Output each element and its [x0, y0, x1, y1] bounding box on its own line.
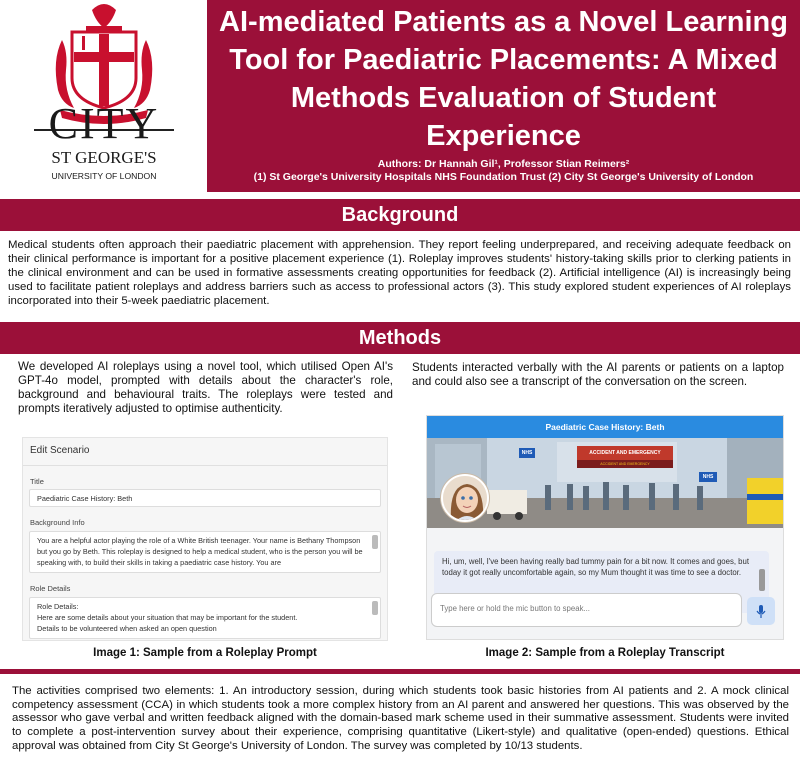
logo-sub1: ST GEORGE'S: [51, 148, 157, 167]
role-field[interactable]: [29, 597, 381, 639]
title-panel: [207, 0, 800, 192]
scrollbar[interactable]: [759, 569, 765, 591]
poster-header: [0, 0, 800, 192]
input-placeholder: Type here or hold the mic button to speak...: [440, 604, 590, 613]
authors: Authors: Dr Hannah Gil¹, Professor Stian Reimers²: [377, 158, 630, 170]
image1-caption: Image 1: Sample from a Roleplay Prompt: [93, 647, 317, 659]
role-line-1: Role Details:: [37, 602, 79, 611]
affiliations: (1) St George's University Hospitals NHS Foundation Trust (2) City St George's University of London: [253, 171, 754, 183]
background-heading: Background: [0, 199, 800, 231]
divider: [23, 465, 387, 466]
title-value: Paediatric Case History: Beth: [37, 494, 133, 503]
ai-message-text: Hi, um, well, I've been having really bad tummy pain for a bit now. It comes and goes, but today it got really uncomfortable again, so my Mum thought it was time to see a doctor.: [442, 557, 750, 577]
message-input[interactable]: [431, 593, 742, 627]
editor-heading: Edit Scenario: [30, 445, 90, 456]
poster-title: AI-mediated Patients as a Novel Learning Tool for Paediatric Placements: A Mixed Methods Evaluation of Student Experience: [219, 6, 788, 152]
nhs-sign-right: NHS: [702, 474, 714, 480]
university-logo: [0, 0, 207, 192]
roleplay-prompt-screenshot: [22, 437, 388, 641]
nhs-sign-left: NHS: [521, 450, 533, 456]
scrollbar[interactable]: [372, 535, 378, 549]
role-line-3: Details to be volunteered when asked an open question: [37, 624, 217, 633]
background-field[interactable]: [29, 531, 381, 573]
logo-word: CITY: [48, 99, 160, 148]
role-line-2: Here are some details about your situation that may be important for the student.: [37, 613, 298, 622]
mic-icon: [747, 597, 775, 625]
methods-right-text: Students interacted verbally with the AI parents or patients on a laptop and could also see a transcript of the conversation on the screen.: [412, 361, 784, 388]
background-label: Background Info: [30, 518, 85, 527]
methods-heading: Methods: [0, 322, 800, 354]
section-divider: [0, 669, 800, 674]
background-text: Medical students often approach their paediatric placement with apprehension. They report feeling underprepared, and receiving adequate feedback on their clinical performance is important for a positive placement experience (1). Roleplay improves students' history-taking skills prior to clerking patients in the clinical environment and can be used in formative assessments creating opportunities for feedback (2). Artificial intelligence (AI) is increasingly being used to facilitate patient roleplays and address barriers such as access to professional actors (3). This study explored student experiences of AI roleplays incorporated into their 5-week paediatric placement.: [8, 239, 791, 307]
role-label: Role Details: [30, 584, 71, 593]
scrollbar[interactable]: [372, 601, 378, 615]
mic-button[interactable]: [747, 597, 775, 625]
methods-left-text: We developed AI roleplays using a novel tool, which utilised Open AI's GPT-4o model, prompted with details about the character's role, background and behavioural traits. The roleplays were tested and prompts iteratively adjusted to optimise authenticity.: [18, 360, 393, 415]
title-field[interactable]: [29, 489, 381, 507]
ae-sign-text: ACCIDENT AND EMERGENCY: [589, 450, 661, 456]
ae-sign-subtext: ACCIDENT AND EMERGENCY: [600, 462, 650, 466]
roleplay-transcript-screenshot: [426, 415, 784, 640]
image2-caption: Image 2: Sample from a Roleplay Transcript: [485, 647, 725, 659]
background-value: You are a helpful actor playing the role of a White British teenager. Your name is Bethany Thompson but you go by Beth. This roleplay is designed to help a medical student, who is the person you will be speaking with, to build their skills in taking a paediatric case history. You are: [37, 536, 363, 567]
title-label: Title: [30, 477, 44, 486]
methods-bottom-text: The activities comprised two elements: 1. An introductory session, during which students took basic histories from AI patients and 2. A mock clinical competency assessment (CCA) in which students took a more complex history from an AI parent and answered her questions. This was observed by the assessor who gave verbal and written feedback aligned with the domain-based mark scheme used in their summative assessment. Students were invited to complete a post-intervention survey about their experience, comprising quantitative (Likert-style) and qualitative (open-ended) questions. Ethical approval was obtained from City St George's University of London. The survey was completed by 10/13 students.: [12, 685, 789, 752]
logo-sub2: UNIVERSITY OF LONDON: [51, 171, 157, 181]
patient-avatar: [441, 474, 489, 522]
chat-header: Paediatric Case History: Beth: [427, 416, 783, 438]
